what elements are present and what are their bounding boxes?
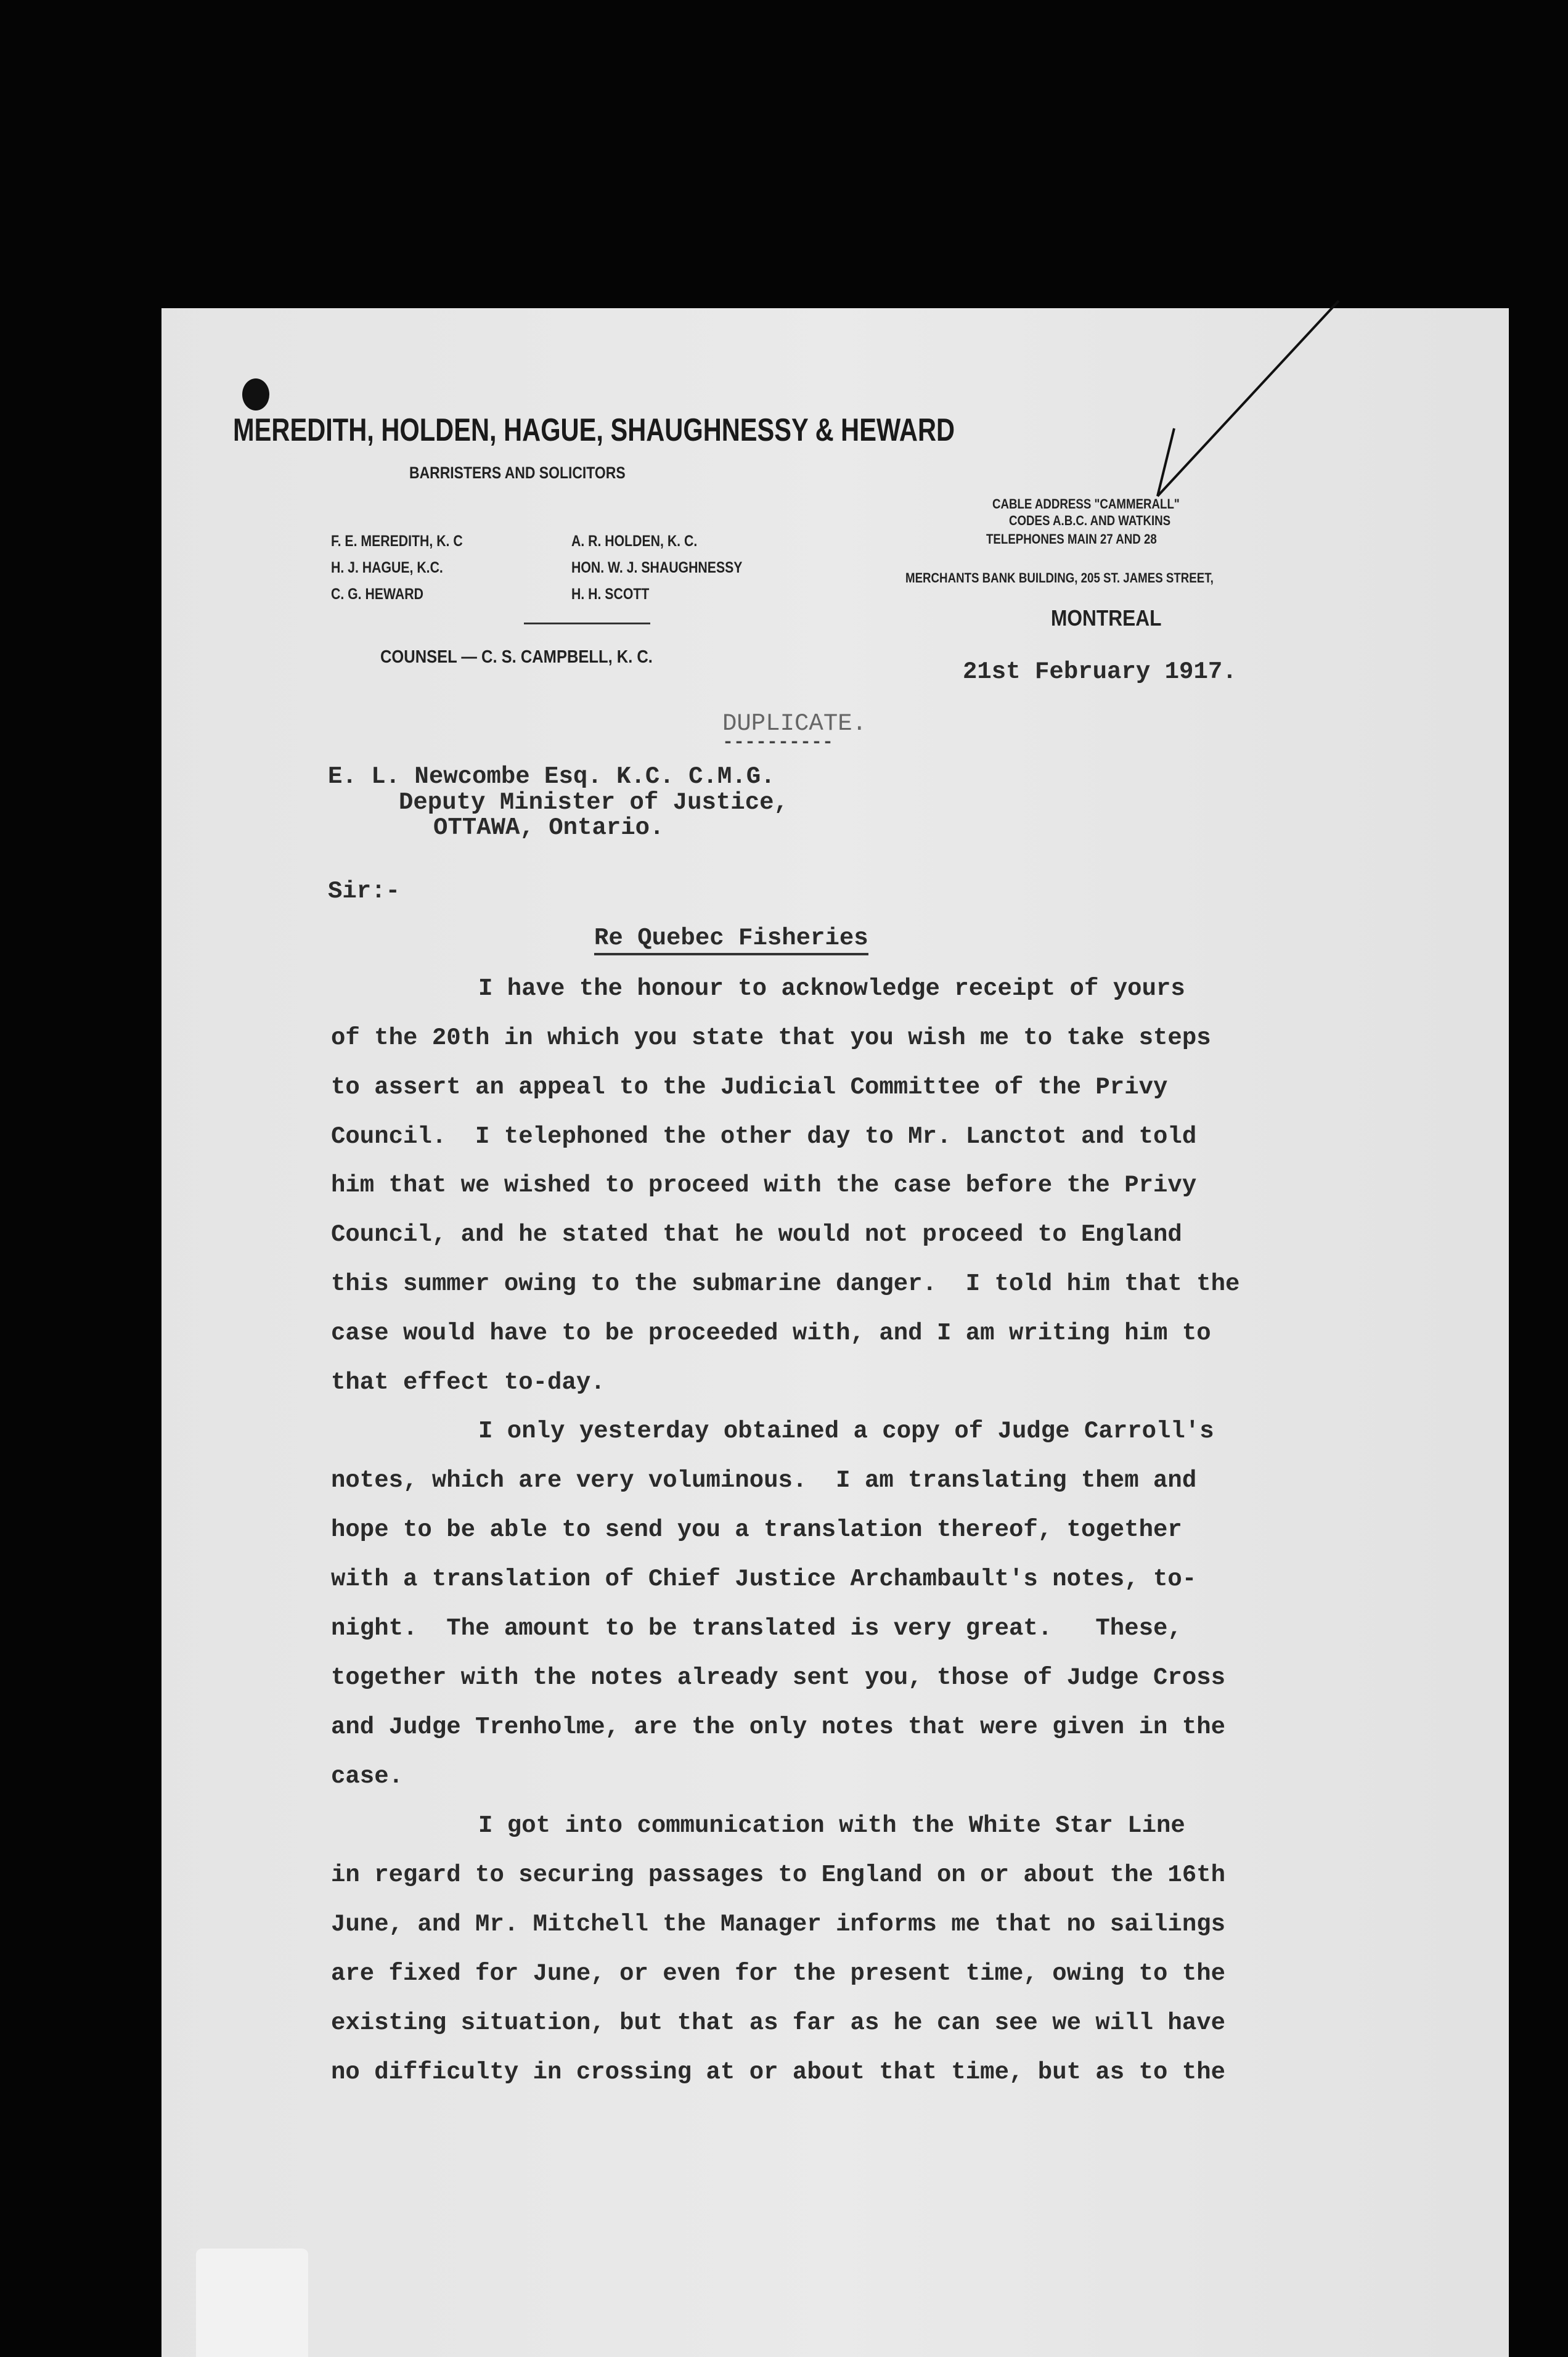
- letter-date: 21st February 1917.: [963, 658, 1237, 685]
- body-line: to assert an appeal to the Judicial Committee of the Privy: [331, 1074, 1168, 1101]
- ink-blot: [242, 378, 269, 411]
- body-line: together with the notes already sent you, those of Judge Cross: [331, 1664, 1226, 1691]
- firm-name: MEREDITH, HOLDEN, HAGUE, SHAUGHNESSY & HEWARD: [233, 412, 955, 448]
- body-line: and Judge Trenholme, are the only notes that were given in the: [331, 1714, 1226, 1741]
- body-line: notes, which are very voluminous. I am translating them and: [331, 1467, 1197, 1494]
- body-line: Council, and he stated that he would not proceed to England: [331, 1221, 1182, 1248]
- partner-name: H. J. HAGUE, K.C.: [331, 559, 443, 576]
- addressee-city: OTTAWA, Ontario.: [433, 814, 664, 841]
- addressee-title: Deputy Minister of Justice,: [399, 789, 788, 816]
- partner-name: F. E. MEREDITH, K. C: [331, 533, 463, 550]
- body-line: I only yesterday obtained a copy of Judge Carroll's: [478, 1418, 1214, 1445]
- divider: [524, 623, 650, 624]
- body-line: I got into communication with the White Star Line: [478, 1812, 1185, 1839]
- body-line: with a translation of Chief Justice Archambault's notes, to-: [331, 1566, 1197, 1593]
- body-line: I have the honour to acknowledge receipt of yours: [478, 975, 1185, 1002]
- telephones: TELEPHONES MAIN 27 AND 28: [986, 531, 1157, 547]
- body-line: existing situation, but that as far as he can see we will have: [331, 2009, 1226, 2036]
- body-line: hope to be able to send you a translation thereof, together: [331, 1516, 1182, 1543]
- street-address: MERCHANTS BANK BUILDING, 205 ST. JAMES STREET,: [905, 570, 1214, 586]
- codes: CODES A.B.C. AND WATKINS: [1009, 513, 1171, 528]
- body-line: that effect to-day.: [331, 1369, 605, 1396]
- duplicate-underline: ----------: [722, 732, 834, 753]
- cable-address: CABLE ADDRESS "CAMMERALL": [992, 496, 1180, 512]
- body-line: no difficulty in crossing at or about that time, but as to the: [331, 2059, 1226, 2086]
- body-line: of the 20th in which you state that you wish me to take steps: [331, 1024, 1211, 1052]
- body-line: are fixed for June, or even for the present time, owing to the: [331, 1960, 1226, 1987]
- body-line: June, and Mr. Mitchell the Manager informs me that no sailings: [331, 1911, 1226, 1938]
- body-line: him that we wished to proceed with the case before the Privy: [331, 1172, 1197, 1199]
- body-line: case.: [331, 1763, 404, 1790]
- partner-name: A. R. HOLDEN, K. C.: [571, 533, 698, 550]
- firm-subtitle: BARRISTERS AND SOLICITORS: [409, 464, 626, 482]
- addressee-name: E. L. Newcombe Esq. K.C. C.M.G.: [328, 763, 775, 790]
- pen-stroke: [1158, 301, 1339, 496]
- body-line: this summer owing to the submarine danger. I told him that the: [331, 1270, 1240, 1297]
- body-line: in regard to securing passages to England on or about the 16th: [331, 1861, 1226, 1889]
- body-line: case would have to be proceeded with, and I am writing him to: [331, 1320, 1211, 1347]
- counsel-line: COUNSEL — C. S. CAMPBELL, K. C.: [380, 647, 653, 667]
- partner-name: H. H. SCOTT: [571, 586, 650, 603]
- city: MONTREAL: [1051, 605, 1162, 631]
- duplicate-mark: DUPLICATE.: [722, 710, 867, 737]
- body-line: night. The amount to be translated is very great. These,: [331, 1615, 1182, 1642]
- partner-name: C. G. HEWARD: [331, 586, 423, 603]
- salutation: Sir:-: [328, 878, 401, 905]
- partner-name: HON. W. J. SHAUGHNESSY: [571, 559, 743, 576]
- body-line: Council. I telephoned the other day to Mr. Lanctot and told: [331, 1123, 1197, 1150]
- subject-line: Re Quebec Fisheries: [594, 925, 868, 955]
